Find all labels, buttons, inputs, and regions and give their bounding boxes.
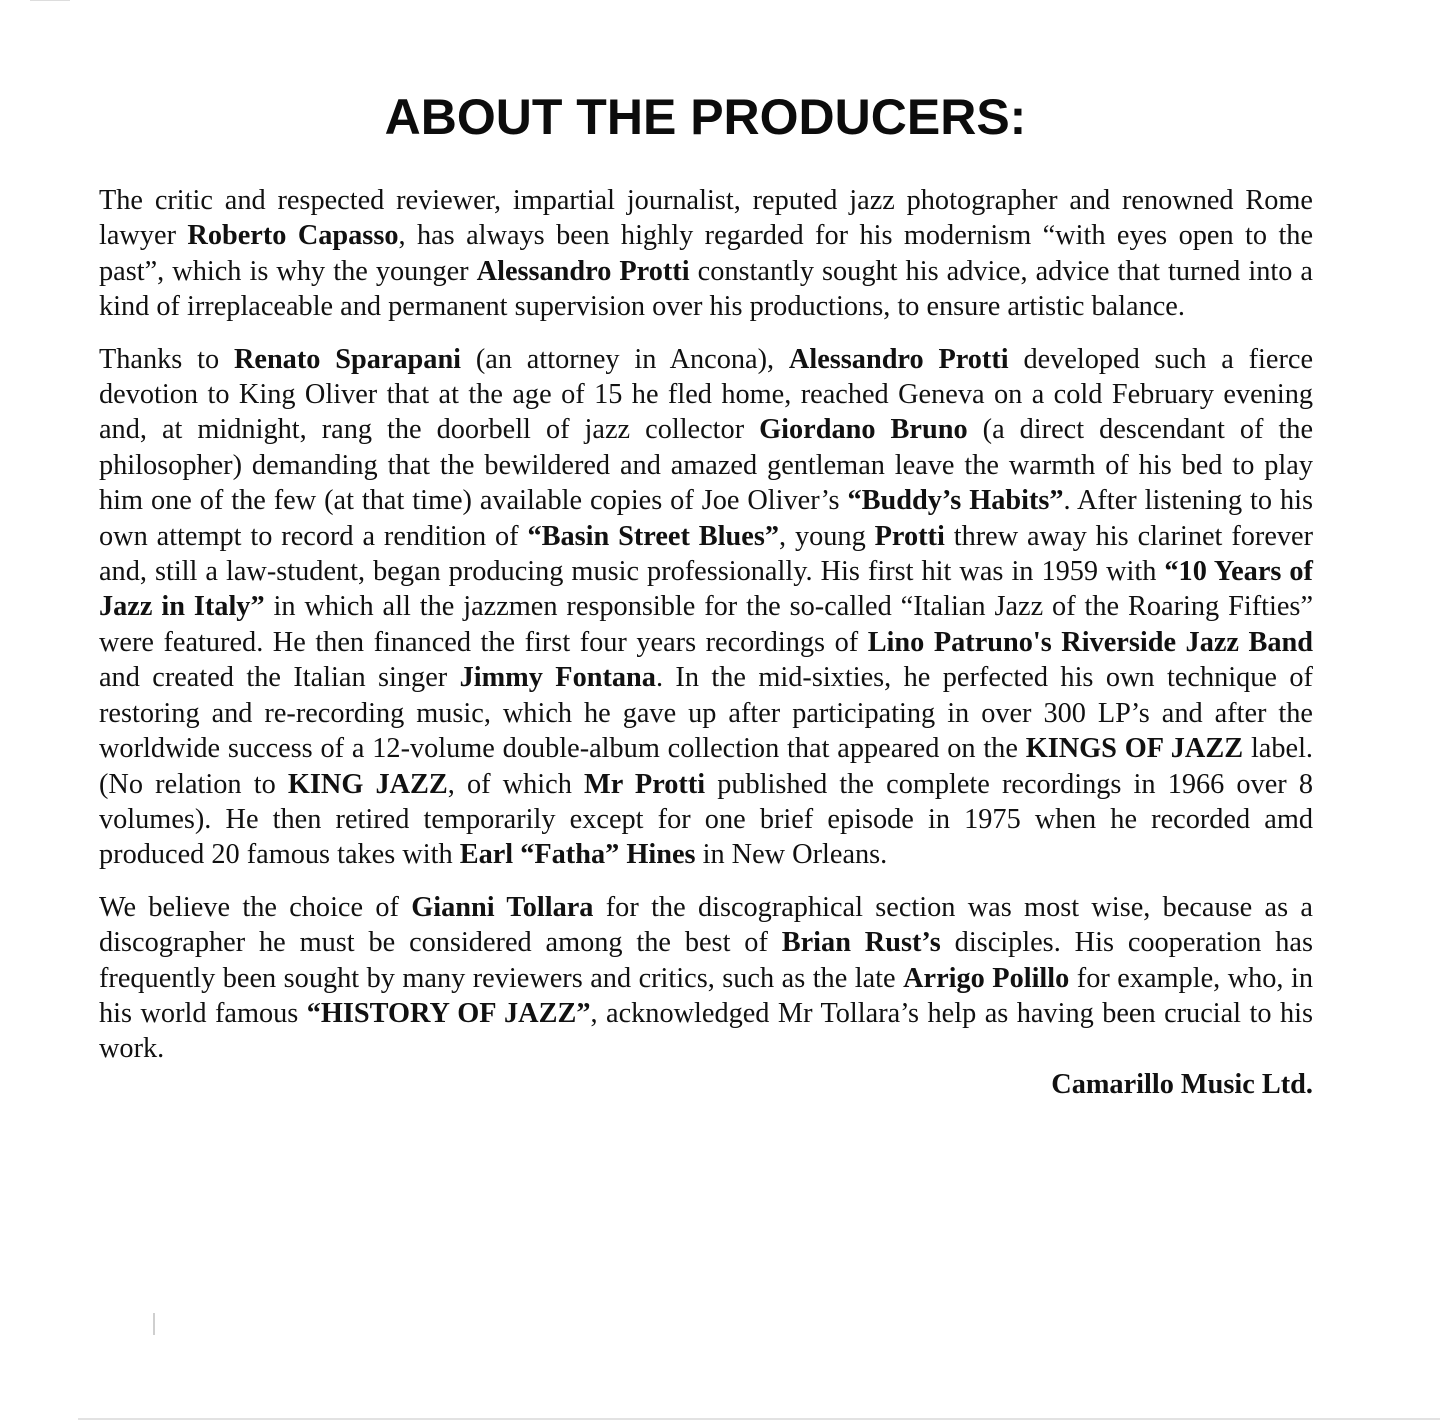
bold-name: “HISTORY OF JAZZ” [306,997,591,1029]
signature: Camarillo Music Ltd. [1051,1068,1313,1100]
article-body [99,183,1313,1102]
text-run: in New Orleans. [695,839,888,871]
bold-name: Earl “Fatha” Hines [459,839,696,871]
bold-name: Alessandro Protti [788,343,1009,375]
text-run: (a direct descendant of the philosopher) demanding that the bewildered and amazed gentleman leave the warmth of his bed to play him one of the few (at that time) available copies of Joe Oliver’s [99,414,1314,517]
text-run: , has always been highly regarded for his modernism “with eyes open to the past”, which is why the younger [99,220,1314,287]
bold-name: “Basin Street Blues” [527,520,779,552]
bold-name: Arrigo Polillo [903,962,1070,994]
scan-artifact-mark [153,1313,155,1335]
text-run: The critic and respected reviewer, impartial journalist, reputed jazz photographer and renowned Rome lawyer [99,185,1313,252]
text-run: disciples. His cooperation has frequently been sought by many reviewers and critics, such as the late [99,927,1313,994]
text-run: We believe the choice of [99,891,412,923]
text-run: Thanks to [99,343,234,375]
text-run: in which all the jazzmen responsible for the so-called “Italian Jazz of the Roaring Fifties” were featured. He then financed the first four years recordings of [99,591,1313,658]
text-run: , young [779,520,875,552]
text-run: developed such a fierce devotion to King Oliver that at the age of 15 he fled home, reached Geneva on a cold February evening and, at midnight, rang the doorbell of jazz collector [99,343,1314,446]
bold-name: Renato Sparapani [233,343,462,375]
bold-name: Brian Rust’s [781,927,941,959]
bold-name: Mr Protti [584,768,706,800]
bold-name: KING JAZZ [287,768,448,800]
scan-artifact-bottom-edge [78,1418,1440,1420]
text-run: , of which [447,768,585,800]
text-run: for example, who, in his world famous [99,962,1313,1029]
page-title: ABOUT THE PRODUCERS: [384,89,1027,145]
scan-artifact-top [30,0,70,1]
paragraph-roberto-capasso [99,183,1313,325]
text-run: (an attorney in Ancona), [461,343,789,375]
text-run: , acknowledged Mr Tollara’s help as having been crucial to his work. [99,997,1314,1065]
bold-name: Gianni Tollara [411,891,594,923]
text-run: . After listening to his own attempt to record a rendition of [99,485,1313,552]
paragraph-alessandro-protti [99,342,1313,873]
text-run: published the complete recordings in 1966 over 8 volumes). He then retired temporarily except for one brief episode in 1975 when he recorded amd produced 20 famous takes with [99,768,1313,871]
bold-name: Protti [874,520,945,552]
text-run: . In the mid-sixties, he perfected his own technique of restoring and re-recording music, which he gave up after participating in over 300 LP’s and after the worldwide success of a 12-volume double-album collection that appeared on the [99,662,1313,765]
text-run: label. (No relation to [99,733,1314,800]
bold-name: Roberto Capasso [187,220,399,252]
text-run: and created the Italian singer [99,662,460,694]
text-run: constantly sought his advice, advice that turned into a kind of irreplaceable and permanent supervision over his productions, to ensure artistic balance. [99,255,1313,323]
bold-name: “Buddy’s Habits” [847,485,1064,517]
bold-name: Giordano Bruno [759,414,968,446]
paragraph-gianni-tollara [99,890,1313,1067]
bold-name: Lino Patruno's Riverside Jazz Band [867,626,1313,658]
bold-name: Jimmy Fontana [459,662,656,694]
bold-name: Alessandro Protti [476,255,690,287]
bold-name: “10 Years of Jazz in Italy” [99,556,1313,623]
text-run: for the discographical section was most wise, because as a discographer he must be considered among the best of [99,891,1313,959]
text-run: threw away his clarinet forever and, still a law-student, began producing music professionally. His first hit was in 1959 with [99,520,1314,588]
bold-name: KINGS OF JAZZ [1025,733,1244,765]
